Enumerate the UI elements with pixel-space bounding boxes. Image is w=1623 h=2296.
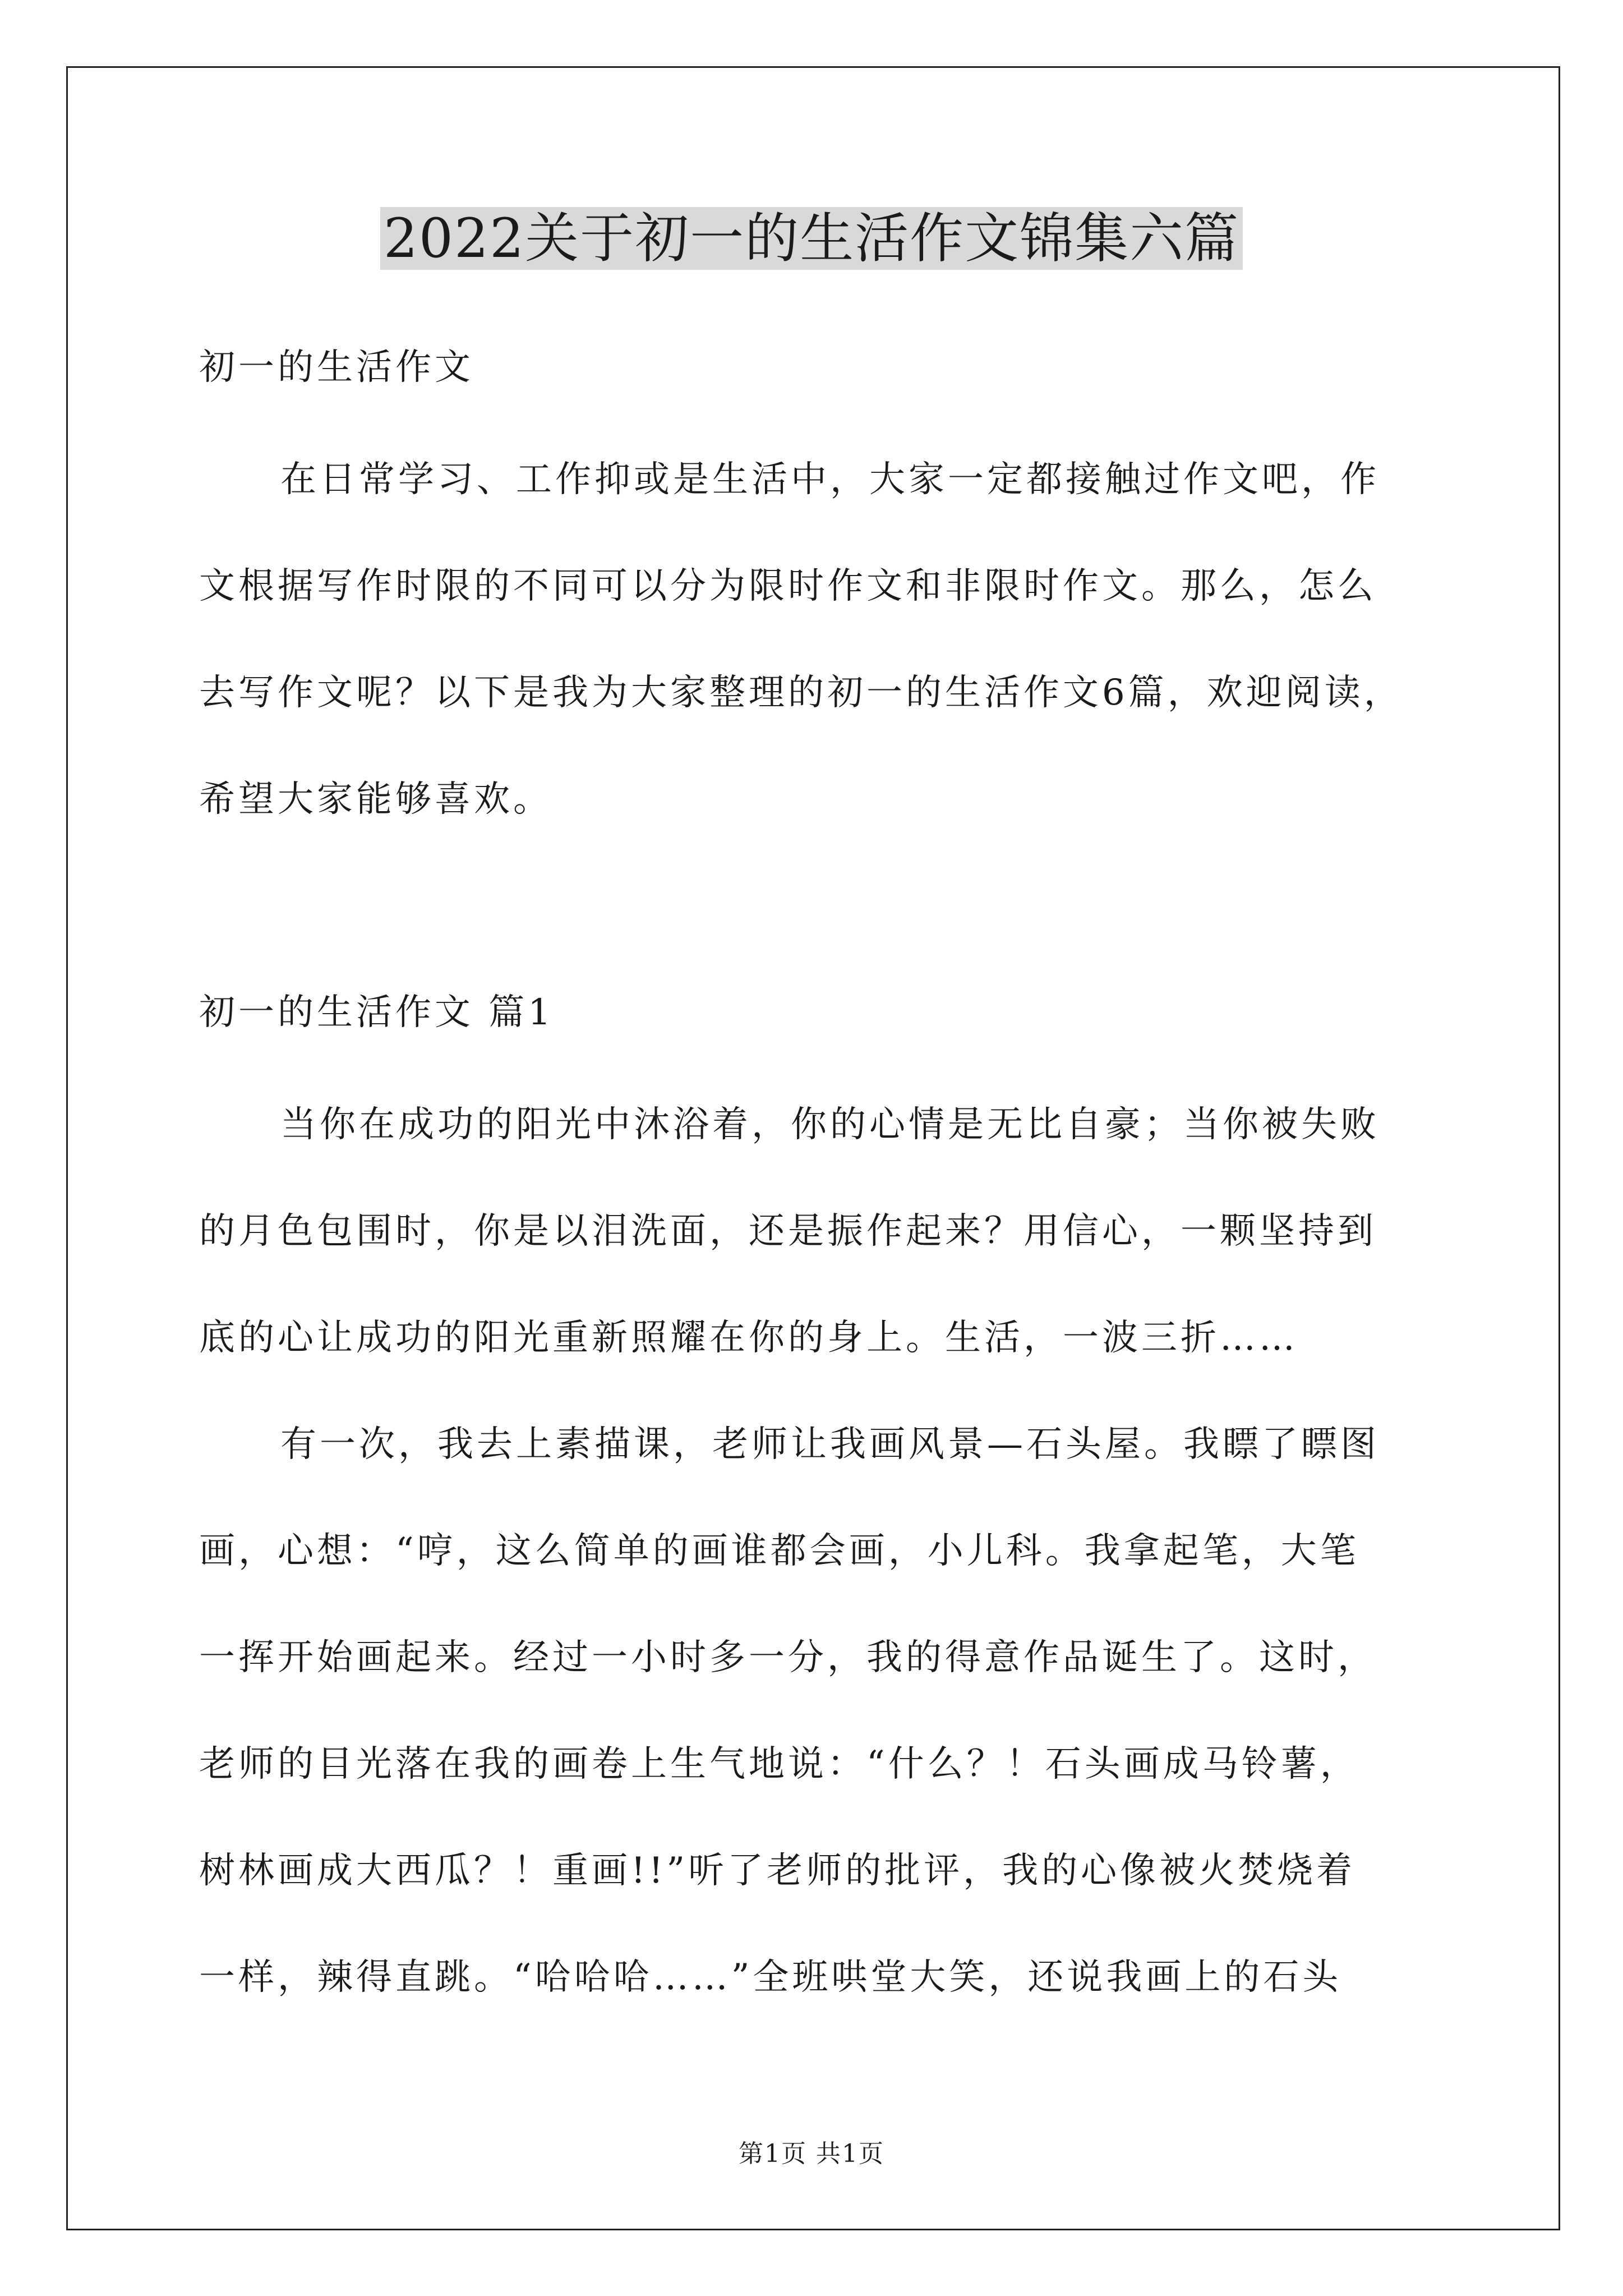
paragraph1-line: 当你在成功的阳光中沐浴着，你的心情是无比自豪；当你被失败 (280, 1104, 1380, 1145)
paragraph2-line: 老师的目光落在我的画卷上生气地说：“什么？！石头画成马铃薯， (199, 1743, 1359, 1785)
intro-line: 在日常学习、工作抑或是生活中，大家一定都接触过作文吧，作 (280, 459, 1380, 500)
paragraph2-line: 树林画成大西瓜？！重画!!”听了老师的批评，我的心像被火焚烧着 (199, 1850, 1356, 1892)
intro-line: 希望大家能够喜欢。 (199, 779, 552, 820)
intro-line: 文根据写作时限的不同可以分为限时作文和非限时作文。那么，怎么 (199, 565, 1377, 607)
document-title-text: 2022关于初一的生活作文锦集六篇 (380, 207, 1243, 270)
paragraph1-line: 的月色包围时，你是以泪洗面，还是振作起来？用信心，一颗坚持到 (199, 1211, 1377, 1252)
paragraph2-line: 有一次，我去上素描课，老师让我画风景—石头屋。我瞟了瞟图 (280, 1424, 1380, 1465)
paragraph2-line: 一样，辣得直跳。“哈哈哈……”全班哄堂大笑，还说我画上的石头 (199, 1957, 1342, 1998)
article-heading: 初一的生活作文 篇1 (199, 992, 555, 1033)
paragraph2-line: 画，心想：“哼，这么简单的画谁都会画，小儿科。我拿起笔，大笔 (199, 1530, 1359, 1572)
document-title (0, 199, 1623, 278)
section-heading: 初一的生活作文 (199, 347, 474, 388)
paragraph1-line: 底的心让成功的阳光重新照耀在你的身上。生活，一波三折…… (199, 1317, 1298, 1359)
intro-line: 去写作文呢？以下是我为大家整理的初一的生活作文6篇，欢迎阅读， (199, 672, 1403, 714)
paragraph2-line: 一挥开始画起来。经过一小时多一分，我的得意作品诞生了。这时， (199, 1637, 1377, 1678)
page-footer: 第1页 共1页 (739, 2139, 884, 2168)
